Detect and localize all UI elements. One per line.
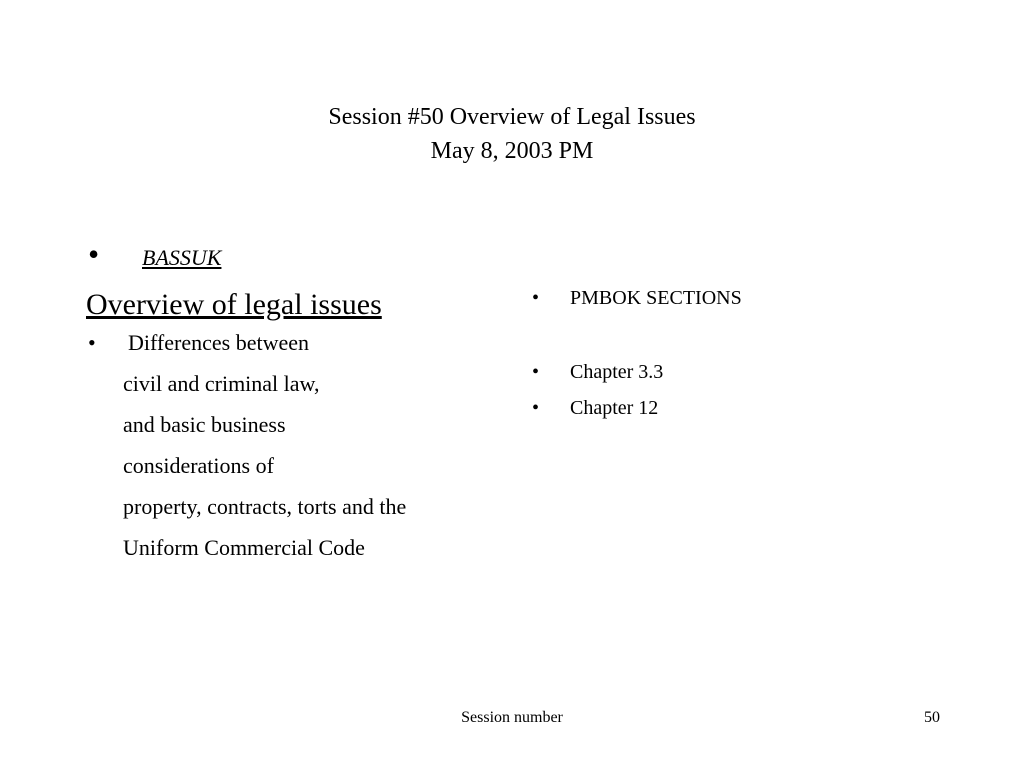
list-item-text: Chapter 12 [570, 397, 659, 419]
list-item-text: PMBOK SECTIONS [570, 287, 742, 309]
presenter-name: BASSUK [142, 245, 222, 270]
bullet-icon: • [88, 236, 100, 272]
list-item [532, 392, 932, 428]
list-item-text: Chapter 3.3 [570, 361, 664, 383]
title-line-2: May 8, 2003 PM [430, 138, 594, 164]
body-line: property, contracts, torts and the [123, 494, 407, 519]
left-column [86, 236, 526, 568]
page-number: 50 [924, 709, 940, 726]
list-item [532, 282, 932, 318]
slide-title [0, 100, 1024, 168]
bullet-icon: • [532, 361, 540, 383]
presenter-bullet [86, 236, 526, 282]
bullet-icon: • [88, 330, 96, 355]
body-line: civil and criminal law, [123, 371, 320, 396]
bullet-icon: • [532, 287, 540, 309]
section-heading: Overview of legal issues [86, 288, 382, 321]
title-line-1: Session #50 Overview of Legal Issues [328, 104, 696, 130]
sub-bullet-text: Differences between [128, 330, 309, 355]
bullet-icon: • [532, 397, 540, 419]
sub-bullet [86, 326, 526, 360]
spacer [532, 318, 932, 356]
footer-label: Session number [461, 709, 563, 726]
body-line: and basic business [123, 412, 286, 437]
list-item [532, 356, 932, 392]
right-column [532, 282, 932, 428]
body-line: Uniform Commercial Code [123, 535, 365, 560]
body-line: considerations of [123, 453, 274, 478]
